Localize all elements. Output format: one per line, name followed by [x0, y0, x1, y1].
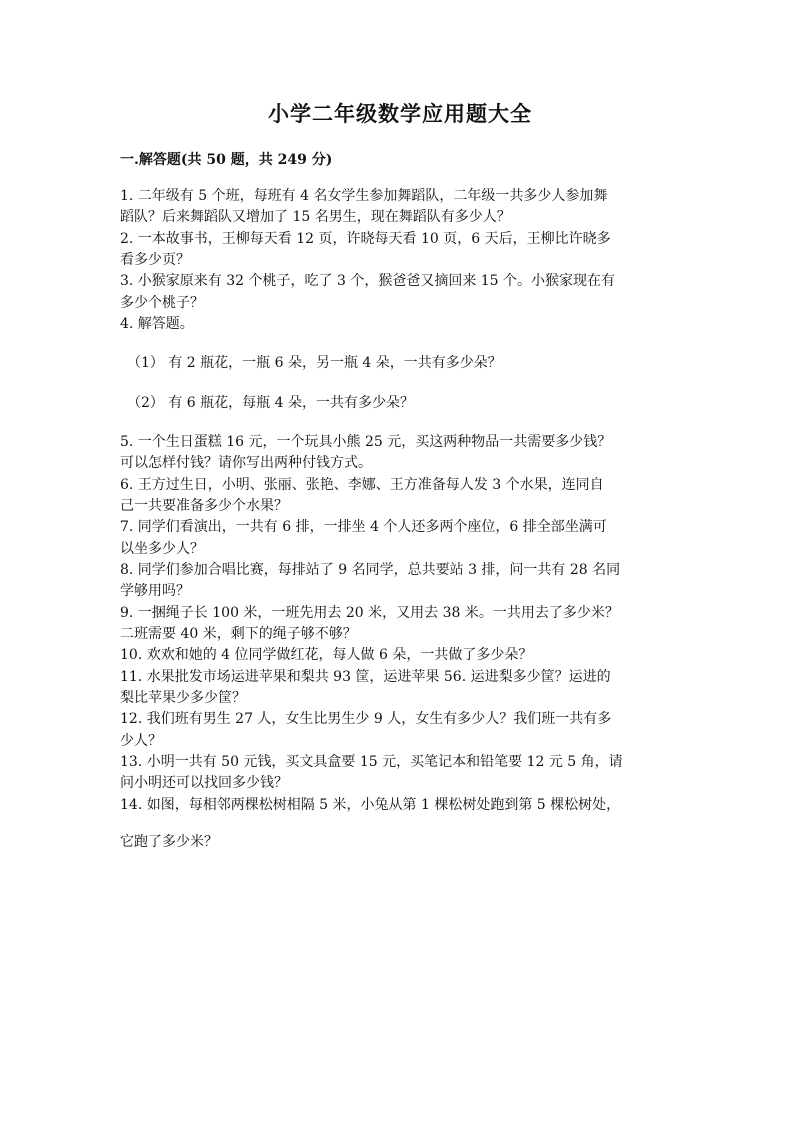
question-13-line-1: 13. 小明一共有 50 元钱，买文具盒要 15 元，买笔记本和铅笔要 12 元 5 角，请 [120, 754, 623, 770]
question-4-sub-1: （1） 有 2 瓶花，一瓶 6 朵，另一瓶 4 朵，一共有多少朵？ [127, 355, 502, 371]
question-9-line-1: 9. 一捆绳子长 100 米，一班先用去 20 米，又用去 38 米。一共用去了多少米？ [120, 605, 619, 621]
question-14-line-1: 14. 如图，每相邻两棵松树相隔 5 米，小兔从第 1 棵松树处跑到第 5 棵松树处， [120, 797, 621, 813]
question-8-line-1: 8. 同学们参加合唱比赛，每排站了 9 名同学，总共要站 3 排，问一共有 28 名同 [120, 562, 621, 578]
question-11-line-1: 11. 水果批发市场运进苹果和梨共 93 筐，运进苹果 56. 运进梨多少筐？运进的 [120, 669, 611, 685]
question-9-line-2: 二班需要 40 米，剩下的绳子够不够？ [120, 626, 357, 642]
question-4-sub-2: （2） 有 6 瓶花，每瓶 4 朵，一共有多少朵？ [127, 395, 414, 411]
question-2-line-2: 看多少页？ [120, 252, 190, 268]
question-6-line-1: 6. 王方过生日，小明、张丽、张艳、李娜、王方准备每人发 3 个水果，连同自 [120, 477, 604, 493]
question-6-line-2: 己一共要准备多少个水果？ [120, 498, 288, 514]
question-1-line-1: 1. 二年级有 5 个班，每班有 4 名女学生参加舞蹈队，二年级一共多少人参加舞 [120, 188, 608, 204]
question-7-line-1: 7. 同学们看演出，一共有 6 排，一排坐 4 个人还多两个座位，6 排全部坐满可 [120, 519, 607, 535]
question-3-line-1: 3. 小猴家原来有 32 个桃子，吃了 3 个，猴爸爸又摘回来 15 个。小猴家现在有 [120, 273, 616, 289]
question-12-line-1: 12. 我们班有男生 27 人，女生比男生少 9 人，女生有多少人？我们班一共有多 [120, 711, 612, 727]
question-8-line-2: 学够用吗？ [120, 583, 190, 599]
question-11-line-2: 梨比苹果少多少筐？ [120, 690, 246, 706]
question-7-line-2: 以坐多少人？ [120, 541, 204, 557]
question-3-line-2: 多少个桃子？ [120, 295, 204, 311]
question-5-line-1: 5. 一个生日蛋糕 16 元，一个玩具小熊 25 元，买这两种物品一共需要多少钱？ [120, 434, 612, 450]
question-14-line-2: 它跑了多少米？ [120, 834, 218, 850]
page-title: 小学二年级数学应用题大全 [268, 101, 532, 126]
question-10-line: 10. 欢欢和她的 4 位同学做红花，每人做 6 朵，一共做了多少朵？ [120, 647, 533, 663]
question-5-line-2: 可以怎样付钱？请你写出两种付钱方式。 [120, 455, 372, 471]
question-4-line: 4. 解答题。 [120, 316, 194, 332]
question-12-line-2: 少人？ [120, 733, 162, 749]
question-13-line-2: 问小明还可以找回多少钱？ [120, 775, 288, 791]
question-1-line-2: 蹈队？后来舞蹈队又增加了 15 名男生，现在舞蹈队有多少人？ [120, 209, 511, 225]
section-heading: 一.解答题(共 50 题，共 249 分) [120, 152, 333, 168]
question-2-line-1: 2. 一本故事书，王柳每天看 12 页，许晓每天看 10 页，6 天后，王柳比许晓多 [120, 231, 611, 247]
